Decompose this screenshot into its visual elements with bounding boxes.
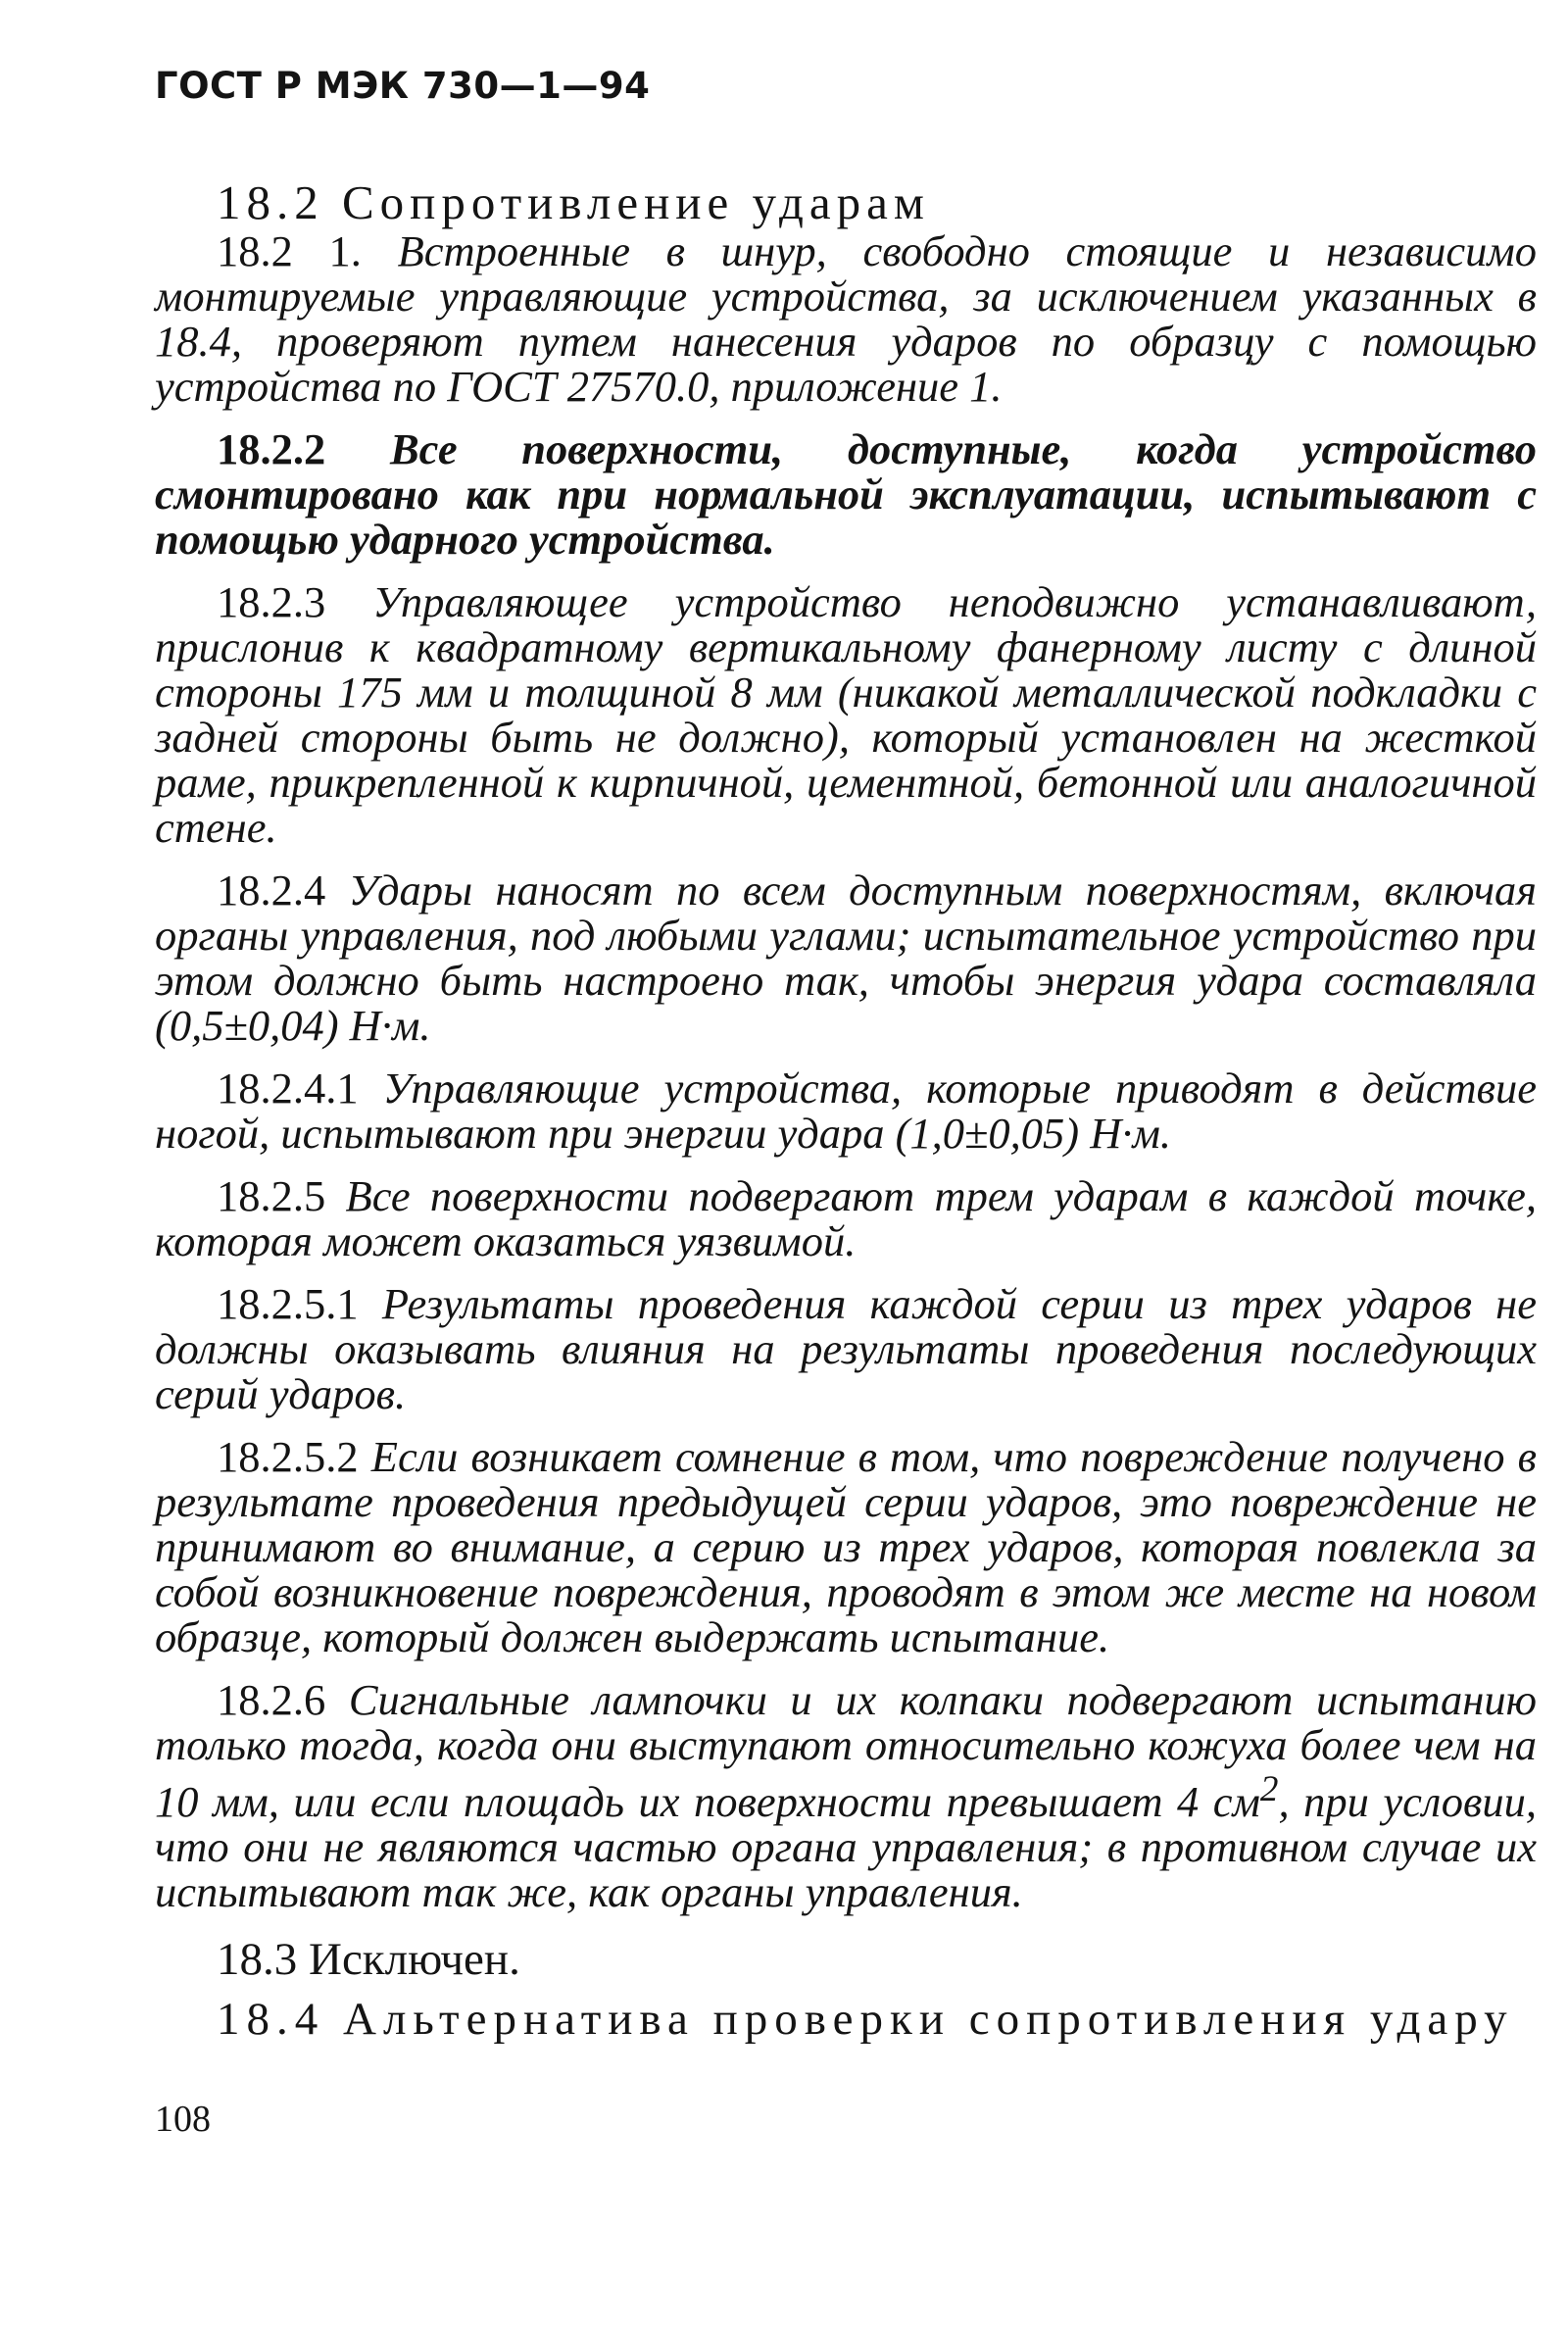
paragraph-number: 18.2.5 [217,1171,326,1220]
paragraph-number: 18.2.2 [217,424,326,473]
document-header: ГОСТ Р МЭК 730—1—94 [155,65,651,107]
paragraph-number: 18.2.6 [217,1675,326,1724]
paragraph-text: Все поверхности, доступные, когда устройство смонтировано как при нормальной эксплуатации, испытывают с помощью ударного устройства. [155,424,1537,564]
paragraph-text: Удары наносят по всем доступным поверхностям, включая органы управления, под любыми углами; испытательное устройство при этом должно быть настроено так, чтобы энергия удара составляла (0,5±0,04) Н·м. [155,866,1537,1050]
paragraph-text: Встроенные в шнур, свободно стоящие и независимо монтируемые управляющие устройства, за исключением указанных в 18.4, проверяют путем нанесения ударов по образцу с помощью устройства по ГОСТ 27570.0, приложение 1. [155,226,1538,411]
paragraph-18-2-2 [155,426,1537,562]
paragraph-text: Сигнальные лампочки и их колпаки подвергают испытанию только тогда, когда они выступают относительно кожуха более чем на 10 мм, или если площадь их поверхности превышает 4 см [155,1675,1537,1826]
paragraph-text: Управляющие устройства, которые приводят в действие ногой, испытывают при энергии удара (1,0±0,05) Н·м. [155,1064,1538,1158]
paragraph-18-2-4 [155,867,1537,1048]
paragraph-number: 18.2.4 [217,866,326,915]
superscript: 2 [1259,1769,1279,1809]
page-number: 108 [155,2099,211,2140]
paragraph-18-2-3 [155,579,1537,850]
paragraph-number: 18.2.5.1 [217,1279,359,1328]
paragraph-text: Если возникает сомнение в том, что повреждение получено в результате проведения предыдущей серии ударов, это повреждение не принимают во внимание, а серию из трех ударов, которая повлекла за собой возникновение повреждения, проводят в этом же месте на новом образце, который должен выдержать испытание. [155,1432,1537,1661]
paragraph-number: 18.2.3 [217,577,326,626]
section-18-2-title: 18.2 Сопротивление ударам [217,175,930,229]
paragraph-18-2-5-2 [155,1434,1537,1659]
paragraph-18-2-4-1 [155,1065,1537,1156]
paragraph-text: Результаты проведения каждой серии из трех ударов не должны оказывать влияния на результаты проведения последующих серий ударов. [155,1279,1537,1418]
paragraph-18-2-6 [155,1677,1537,1914]
paragraph-text: Управляющее устройство неподвижно устанавливают, прислонив к квадратному вертикальному фанерному листу с длиной стороны 175 мм и толщиной 8 мм (никакой металлической подкладки с задней стороны быть не должно), который установлен на жесткой раме, прикрепленной к кирпичной, цементной, бетонной или аналогичной стене. [155,577,1538,852]
paragraph-18-2-5 [155,1173,1537,1263]
paragraph-text-continued: , при условии, что они не являются частью органа управления; в противном случае их испытывают так же, как органы управления. [155,1776,1537,1916]
document-page [155,65,1537,2046]
paragraph-18-2-1 [155,228,1537,409]
paragraph-number: 18.2.5.2 [217,1432,359,1481]
section-18-3: 18.3 Исключен. [217,1933,520,1985]
paragraph-number: 18.2 1. [217,226,362,275]
paragraph-18-2-5-1 [155,1281,1537,1416]
paragraph-number: 18.2.4.1 [217,1064,359,1113]
section-18-4-title: 18.4 Альтернатива проверки сопротивления удару [217,1993,1514,2045]
paragraph-text: Все поверхности подвергают трем ударам в каждой точке, которая может оказаться уязвимой. [155,1171,1537,1265]
